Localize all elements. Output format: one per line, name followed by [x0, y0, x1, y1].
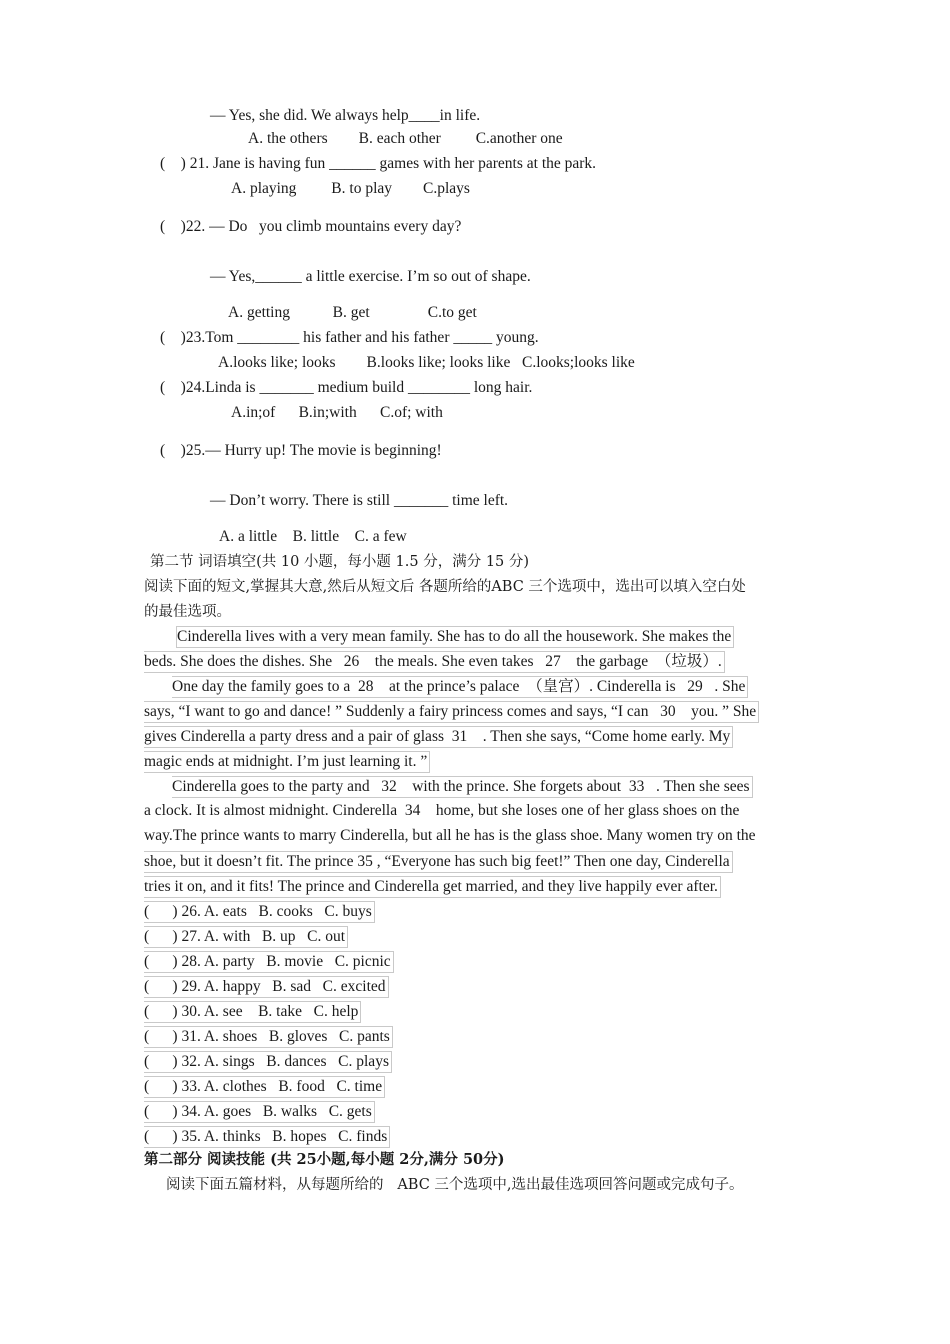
choice-28: ( ) 28. A. party B. movie C. picnic [144, 951, 394, 973]
choice-26: ( ) 26. A. eats B. cooks C. buys [144, 901, 375, 923]
passage-line-7: Cinderella goes to the party and 32 with the prince. She forgets about 33 . Then she sees [172, 776, 753, 798]
choice-27: ( ) 27. A. with B. up C. out [144, 926, 348, 948]
choice-29: ( ) 29. A. happy B. sad C. excited [144, 976, 389, 998]
q25-options: A. a little B. little C. a few [219, 528, 407, 545]
q23-stem: ( )23.Tom ________ his father and his father _____ young. [160, 329, 539, 346]
choice-30: ( ) 30. A. see B. take C. help [144, 1001, 361, 1023]
choice-32: ( ) 32. A. sings B. dances C. plays [144, 1051, 392, 1073]
passage-line-1: Cinderella lives with a very mean family. She has to do all the housework. She makes the [176, 626, 734, 648]
choice-34: ( ) 34. A. goes B. walks C. gets [144, 1101, 375, 1123]
part2-instruction: 阅读下面五篇材料，从每题所给的 ABC 三个选项中,选出最佳选项回答问题或完成句子。 [166, 1177, 744, 1193]
q21-stem: ( ) 21. Jane is having fun ______ games with her parents at the park. [160, 155, 597, 172]
q22-answer-line: — Yes,______ a little exercise. I’m so out of shape. [210, 268, 531, 285]
q20-answer-line: — Yes, she did. We always help____in life. [210, 107, 481, 124]
q22-stem: ( )22. — Do you climb mountains every day? [160, 218, 462, 235]
q21-options: A. playing B. to play C.plays [231, 180, 470, 197]
section2-instruction-line2: 的最佳选项。 [144, 604, 231, 620]
q25-answer-line: — Don’t worry. There is still _______ time left. [210, 492, 509, 509]
q23-options: A.looks like; looks B.looks like; looks like C.looks;looks like [218, 354, 635, 371]
q20-options: A. the others B. each other C.another one [248, 130, 563, 147]
section2-title: 第二节 词语填空(共 10 小题，每小题 1.5 分，满分 15 分) [150, 554, 530, 570]
q24-options: A.in;of B.in;with C.of; with [231, 404, 443, 421]
choice-31: ( ) 31. A. shoes B. gloves C. pants [144, 1026, 393, 1048]
passage-line-4: says, “I want to go and dance! ” Suddenly a fairy princess comes and says, “I can 30 you. ” She [144, 701, 759, 723]
passage-line-5: gives Cinderella a party dress and a pair of glass 31 . Then she says, “Come home early. My [144, 726, 733, 748]
passage-line-9: way.The prince wants to marry Cinderella, but all he has is the glass shoe. Many women try on the [144, 827, 756, 844]
choice-33: ( ) 33. A. clothes B. food C. time [144, 1076, 385, 1098]
q25-stem: ( )25.— Hurry up! The movie is beginning! [160, 442, 442, 459]
q24-stem: ( )24.Linda is _______ medium build ________ long hair. [160, 379, 533, 396]
section2-instruction-line1: 阅读下面的短文,掌握其大意,然后从短文后 各题所给的ABC 三个选项中，选出可以填入空白处 [144, 579, 746, 595]
passage-line-3: One day the family goes to a 28 at the prince’s palace （皇宫）. Cinderella is 29 . She [172, 676, 748, 698]
passage-line-11: tries it on, and it fits! The prince and Cinderella get married, and they live happily ever after. [144, 876, 721, 898]
passage-line-2: beds. She does the dishes. She 26 the meals. She even takes 27 the garbage （垃圾）. [144, 651, 725, 673]
q22-options: A. getting B. get C.to get [228, 304, 477, 321]
passage-line-6: magic ends at midnight. I’m just learning it. ” [144, 751, 430, 773]
passage-line-10: shoe, but it doesn’t fit. The prince 35 , “Everyone has such big feet!” Then one day, Cinderella [144, 851, 733, 873]
passage-line-8: a clock. It is almost midnight. Cinderella 34 home, but she loses one of her glass shoes on the [144, 802, 740, 819]
part2-title: 第二部分 阅读技能 (共 25小题,每小题 2分,满分 50分) [144, 1151, 505, 1168]
choice-35: ( ) 35. A. thinks B. hopes C. finds [144, 1126, 390, 1148]
